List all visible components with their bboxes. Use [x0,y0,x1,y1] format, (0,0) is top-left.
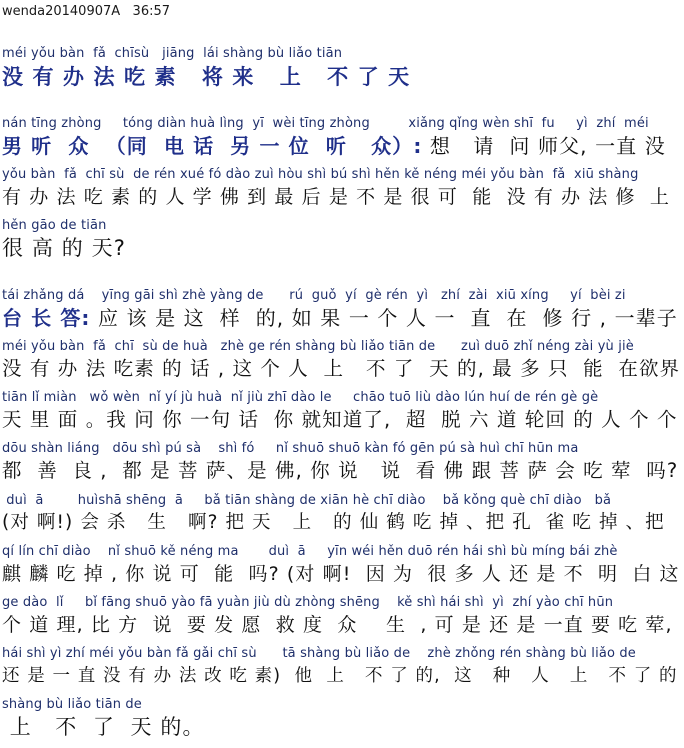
hanzi-line: 天 里 面 。我 问 你 一句 话 你 就知道了, 超 脱 六 道 轮回 的 人 个 个 [2,408,678,431]
speaker-label: 男 听 众 （同 电 话 另 一 位 听 众）: [2,134,423,158]
title-text: 没 有 办 法 吃 素 将 来 上 不 了 天 [2,65,411,89]
hanzi-line: 麒 麟 吃 掉 , 你 说 可 能 吗? (对 啊! 因 为 很 多 人 还 是 不 明 白 这 [2,563,680,585]
pinyin-line: ge dào lǐ bǐ fāng shuō yào fā yuàn jiù dù zhòng shēng kě shì hái shì yì zhí yào chī hūn [2,595,614,610]
pinyin-line: dōu shàn liáng dōu shì pú sà shì fó nǐ shuō shuō kàn fó gēn pú sà huì chī hūn ma [2,441,579,456]
title-pinyin: méi yǒu bàn fǎ chīsù jiāng lái shàng bù liǎo tiān [2,46,343,61]
hanzi-line: 上 不 了 天 的。 [2,715,205,739]
pinyin-line: yǒu bàn fǎ chī sù de rén xué fó dào zuì hòu shì bú shì hěn kě néng méi yǒu bàn fǎ xiū shàng [2,167,639,182]
pinyin-line: tái zhǎng dá yīng gāi shì zhè yàng de rú guǒ yí gè rén yì zhí zài xiū xíng yí bèi zi [2,288,626,303]
pinyin-line: duì ā huìshā shēng ā bǎ tiān shàng de xiān hè chī diào bǎ kǒng què chī diào bǎ [2,493,612,508]
hanzi-line: 个 道 理, 比 方 说 要 发 愿 救 度 众 生 , 可 是 还 是 一直 要 吃 荤, [2,614,673,636]
hanzi-line: (对 啊!) 会 杀 生 啊? 把 天 上 的 仙 鹤 吃 掉 、把 孔 雀 吃 掉 、把 [2,512,665,533]
recording-header: wenda20140907A 36:57 [2,4,171,19]
hanzi-line: 没 有 办 法 吃素 的 话 , 这 个 人 上 不 了 天 的, 最 多 只 能 在欲界 [2,357,681,380]
hanzi-line: 都 善 良 , 都 是 菩 萨、是 佛, 你 说 说 看 佛 跟 菩 萨 会 吃 荤 吗? [2,459,679,482]
line-text: 想 请 问 师父, 一直 没 [422,134,666,158]
hanzi-line: 有 办 法 吃 素 的 人 学 佛 到 最 后 是 不 是 很 可 能 没 有 办 法 修 上 [2,186,671,208]
hanzi-line [2,133,666,159]
pinyin-line: tiān lǐ miàn wǒ wèn nǐ yí jù huà nǐ jiù zhī dào le chāo tuō liù dào lún huí de rén gè gè [2,390,599,405]
hanzi-line: 还 是 一 直 没 有 办 法 改 吃 素) 他 上 不 了 的, 这 种 人 上 不 了 的 [2,666,678,686]
line-text: 应 该 是 这 样 的, 如 果 一 个 人 一 直 在 修 行 , 一辈子 [90,306,678,330]
pinyin-line: nán tīng zhòng tóng diàn huà lìng yī wèi tīng zhòng xiǎng qǐng wèn shī fu yì zhí méi [2,116,649,131]
speaker-label: 台 长 答: [2,306,91,330]
pinyin-line: hái shì yì zhí méi yǒu bàn fǎ gǎi chī sù tā shàng bù liǎo de zhè zhǒng rén shàng bù liǎo de [2,646,636,661]
hanzi-line: 很 高 的 天? [2,236,126,260]
hanzi-line [2,305,678,331]
pinyin-line: méi yǒu bàn fǎ chī sù de huà zhè ge rén shàng bù liǎo tiān de zuì duō zhǐ néng zài yù jiè [2,339,634,354]
pinyin-line: hěn gāo de tiān [2,218,107,233]
pinyin-line: qí lín chī diào nǐ shuō kě néng ma duì ā yīn wéi hěn duō rén hái shì bù míng bái zhè [2,544,618,559]
pinyin-line: shàng bù liǎo tiān de [2,697,142,712]
